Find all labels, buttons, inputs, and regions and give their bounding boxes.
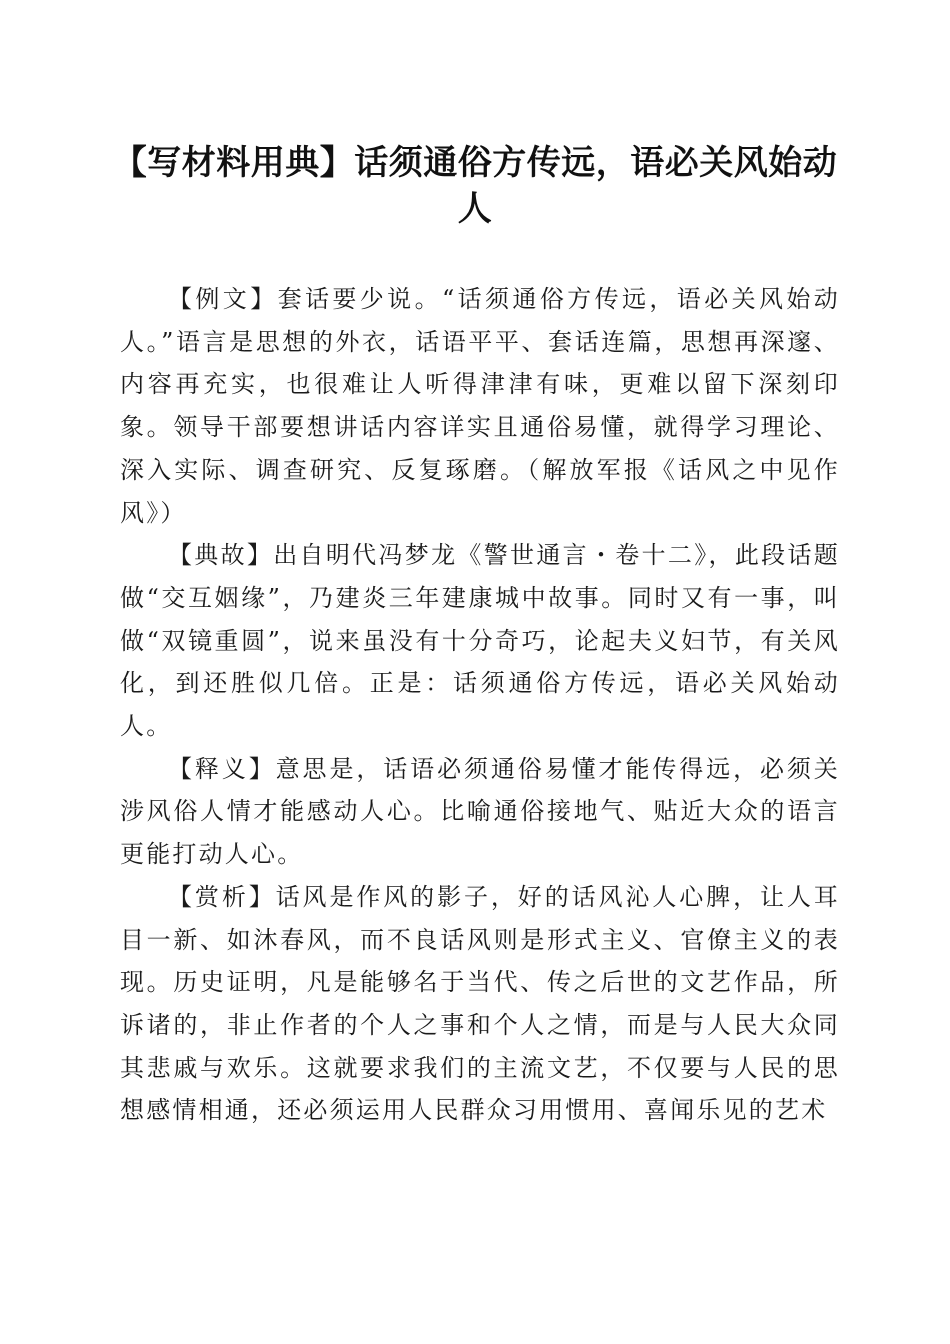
paragraph-appreciation: 【赏析】话风是作风的影子，好的话风沁人心脾，让人耳目一新、如沐春风，而不良话风则是形式主义、官僚主义的表现。历史证明，凡是能够名于当代、传之后世的文艺作品，所诉诸的，非止作者的个人之事和个人之情，而是与人民大众同其悲戚与欢乐。这就要求我们的主流文艺，不仅要与人民的思想感情相通，还必须运用人民群众习用惯用、喜闻乐见的艺术 bbox=[120, 882, 840, 1125]
document-body bbox=[120, 278, 840, 1132]
paragraph-meaning: 【释义】意思是，话语必须通俗易懂才能传得远，必须关涉风俗人情才能感动人心。比喻通俗接地气、贴近大众的语言更能打动人心。 bbox=[120, 754, 840, 869]
paragraph-example: 【例文】套话要少说。“话须通俗方传远，语必关风始动人。”语言是思想的外衣，话语平平、套话连篇，思想再深邃、内容再充实，也很难让人听得津津有味，更难以留下深刻印象。领导干部要想讲话内容详实且通俗易懂，就得学习理论、深入实际、调查研究、反复琢磨。（解放军报《话风之中见作风》） bbox=[120, 285, 840, 527]
document-title: 【写材料用典】话须通俗方传远，语必关风始动人 bbox=[112, 143, 838, 229]
paragraph-allusion: 【典故】出自明代冯梦龙《警世通言・卷十二》，此段话题做“交互姻缘”，乃建炎三年建康城中故事。同时又有一事，叫做“双镜重圆”，说来虽没有十分奇巧，论起夫义妇节，有关风化，到还胜似几倍。正是：话须通俗方传远，语必关风始动人。 bbox=[120, 541, 840, 741]
